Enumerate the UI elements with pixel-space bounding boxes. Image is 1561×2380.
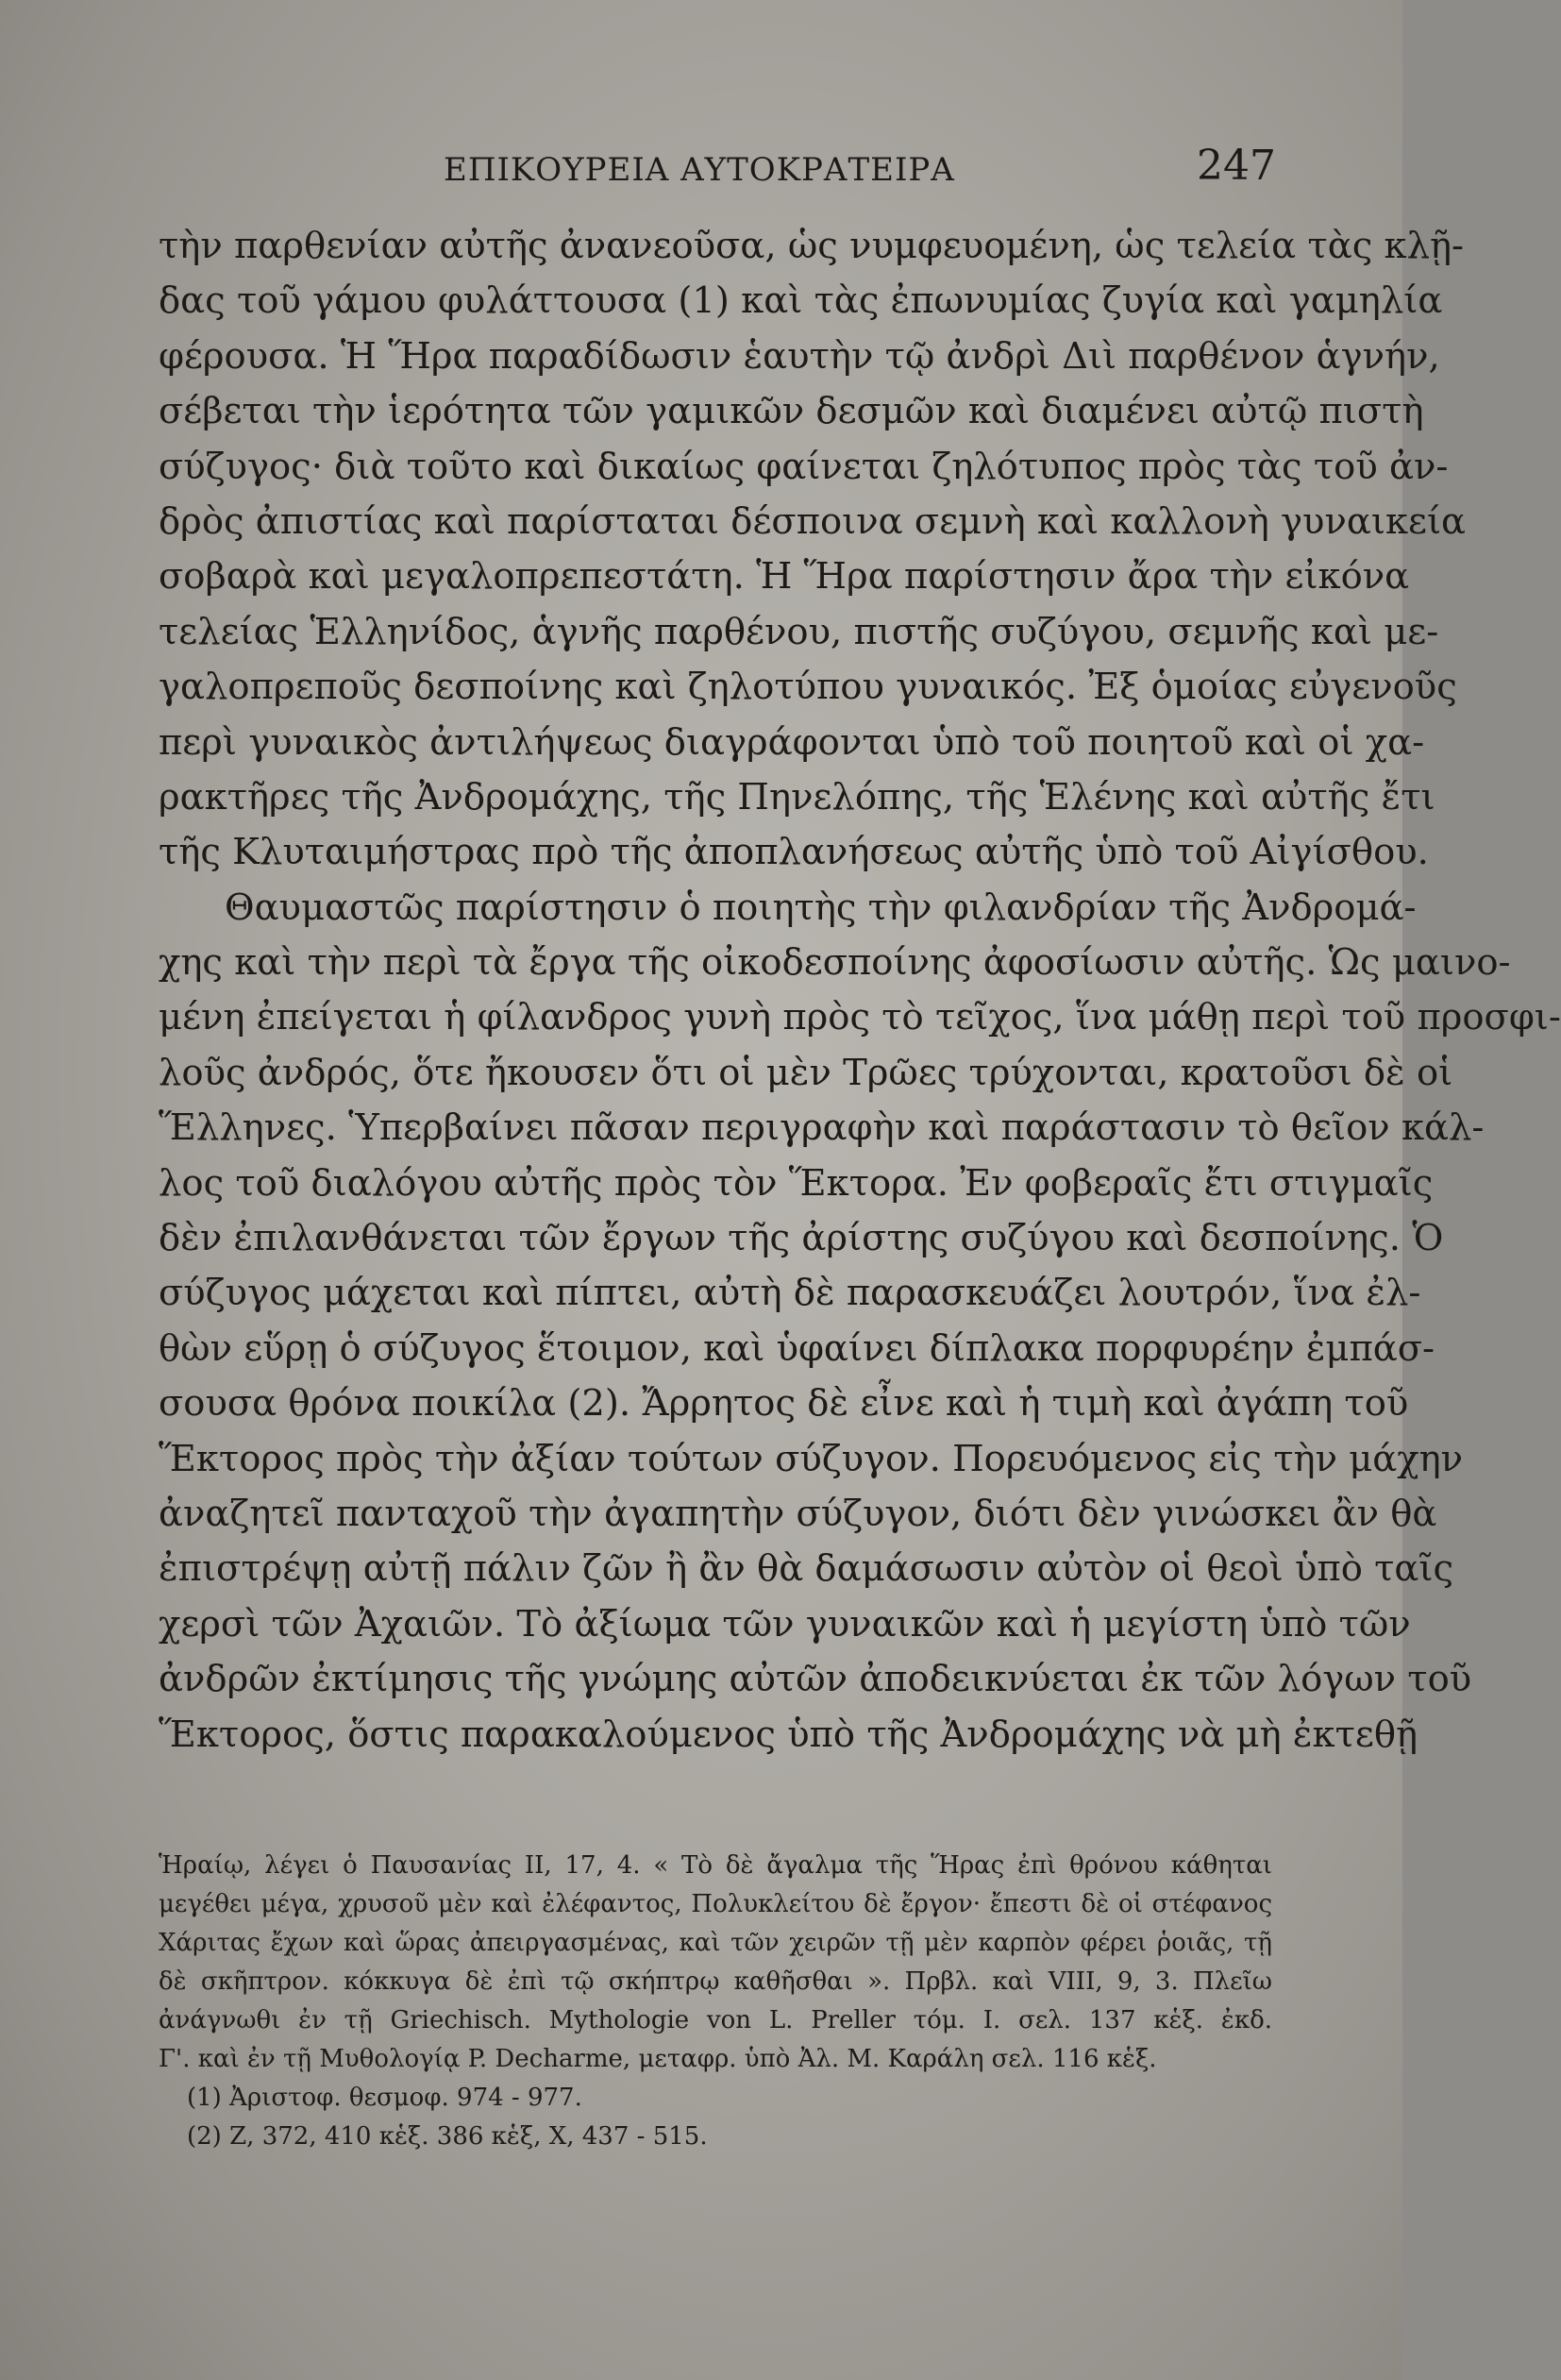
- main-text: [159, 219, 1561, 1763]
- running-head: ΕΠΙΚΟΥΡΕΙΑ ΑΥΤΟΚΡΑΤΕΙΡΑ: [444, 151, 955, 189]
- text-line: δας τοῦ γάμου φυλάττουσα (1) καὶ τὰς ἐπωνυμίας ζυγία καὶ γαμηλία: [159, 279, 1443, 323]
- footnote-line: δὲ σκῆπτρον. κόκκυγα δὲ ἐπὶ τῷ σκήπτρῳ καθῆσθαι ». Πρβλ. καὶ VIII, 9, 3. Πλεῖω: [159, 1967, 1272, 1996]
- text-line: λοῦς ἀνδρός, ὅτε ἤκουσεν ὅτι οἱ μὲν Τρῶες τρύχονται, κρατοῦσι δὲ οἱ: [159, 1051, 1453, 1094]
- text-line: σύζυγος μάχεται καὶ πίπτει, αὐτὴ δὲ παρασκευάζει λουτρόν, ἵνα ἐλ-: [159, 1272, 1421, 1315]
- footnotes: [159, 1847, 1272, 2156]
- text-line: θὼν εὕρῃ ὁ σύζυγος ἕτοιμον, καὶ ὑφαίνει δίπλακα πορφυρέην ἐμπάσ-: [159, 1326, 1435, 1370]
- text-line: δὲν ἐπιλανθάνεται τῶν ἔργων τῆς ἀρίστης συζύγου καὶ δεσποίνης. Ὁ: [159, 1217, 1444, 1260]
- footnote-line: Χάριτας ἔχων καὶ ὥρας ἀπειργασμένας, καὶ τῶν χειρῶν τῇ μὲν καρπὸν φέρει ῥοιᾶς, τῇ: [159, 1929, 1272, 1957]
- footnote-2: (2) Ζ, 372, 410 κἑξ. 386 κἑξ, Χ, 437 - 515.: [187, 2122, 708, 2151]
- text-line: Ἕκτορος, ὅστις παρακαλούμενος ὑπὸ τῆς Ἀνδρομάχης νὰ μὴ ἐκτεθῇ: [159, 1713, 1418, 1756]
- text-line: τὴν παρθενίαν αὐτῆς ἀνανεοῦσα, ὡς νυμφευομένη, ὡς τελεία τὰς κλῇ-: [159, 225, 1465, 267]
- text-line: χης καὶ τὴν περὶ τὰ ἔργα τῆς οἰκοδεσποίνης ἀφοσίωσιν αὐτῆς. Ὡς μαινο-: [159, 941, 1511, 985]
- text-line: σύζυγος· διὰ τοῦτο καὶ δικαίως φαίνεται ζηλότυπος πρὸς τὰς τοῦ ἀν-: [159, 445, 1449, 488]
- paragraph-start-line: Θαυμαστῶς παρίστησιν ὁ ποιητὴς τὴν φιλανδρίαν τῆς Ἀνδρομά-: [225, 886, 1417, 929]
- footnote-line: Γ'. καὶ ἐν τῇ Μυθολογίᾳ P. Decharme, μεταφρ. ὑπὸ Ἀλ. Μ. Καράλη σελ. 116 κἑξ.: [159, 2045, 1157, 2073]
- text-line: ρακτῆρες τῆς Ἀνδρομάχης, τῆς Πηνελόπης, τῆς Ἑλένης καὶ αὐτῆς ἔτι: [159, 775, 1435, 819]
- footnote-1: (1) Ἀριστοφ. θεσμοφ. 974 - 977.: [187, 2084, 582, 2112]
- text-line: γαλοπρεποῦς δεσποίνης καὶ ζηλοτύπου γυναικός. Ἐξ ὁμοίας εὐγενοῦς: [159, 666, 1457, 709]
- text-line: δρὸς ἀπιστίας καὶ παρίσταται δέσποινα σεμνὴ καὶ καλλονὴ γυναικεία: [159, 499, 1467, 543]
- text-line: φέρουσα. Ἡ Ἥρα παραδίδωσιν ἑαυτὴν τῷ ἀνδρὶ Διὶ παρθένον ἁγνήν,: [159, 334, 1440, 378]
- page-header: [0, 142, 1402, 198]
- text-line: ἀνδρῶν ἐκτίμησις τῆς γνώμης αὐτῶν ἀποδεικνύεται ἐκ τῶν λόγων τοῦ: [159, 1658, 1472, 1701]
- text-line: μένη ἐπείγεται ἡ φίλανδρος γυνὴ πρὸς τὸ τεῖχος, ἵνα μάθῃ περὶ τοῦ προσφι-: [159, 996, 1561, 1039]
- text-line: σέβεται τὴν ἱερότητα τῶν γαμικῶν δεσμῶν καὶ διαμένει αὐτῷ πιστὴ: [159, 390, 1424, 433]
- text-line: σοβαρὰ καὶ μεγαλοπρεπεστάτη. Ἡ Ἥρα παρίστησιν ἄρα τὴν εἰκόνα: [159, 555, 1410, 599]
- text-line: ἐπιστρέψῃ αὐτῇ πάλιν ζῶν ἢ ἂν θὰ δαμάσωσιν αὐτὸν οἱ θεοὶ ὑπὸ ταῖς: [159, 1547, 1454, 1591]
- text-line: Ἕκτορος πρὸς τὴν ἀξίαν τούτων σύζυγον. Πορευόμενος εἰς τὴν μάχην: [159, 1437, 1464, 1480]
- text-line: λος τοῦ διαλόγου αὐτῆς πρὸς τὸν Ἕκτορα. Ἐν φοβεραῖς ἔτι στιγμαῖς: [159, 1161, 1434, 1205]
- text-line: περὶ γυναικὸς ἀντιλήψεως διαγράφονται ὑπὸ τοῦ ποιητοῦ καὶ οἱ χα-: [159, 720, 1425, 764]
- text-line: χερσὶ τῶν Ἀχαιῶν. Τὸ ἀξίωμα τῶν γυναικῶν καὶ ἡ μεγίστη ὑπὸ τῶν: [159, 1602, 1411, 1646]
- text-line: Ἕλληνες. Ὑπερβαίνει πᾶσαν περιγραφὴν καὶ παράστασιν τὸ θεῖον κάλ-: [159, 1106, 1485, 1150]
- footnote-line: μεγέθει μέγα, χρυσοῦ μὲν καὶ ἐλέφαντος, Πολυκλείτου δὲ ἔργον· ἔπεστι δὲ οἱ στέφανος: [159, 1890, 1272, 1918]
- footnote-line: Ἡραίῳ, λέγει ὁ Παυσανίας II, 17, 4. « Τὸ δὲ ἄγαλμα τῆς Ἥρας ἐπὶ θρόνου κάθηται: [159, 1851, 1272, 1880]
- page-number: 247: [1197, 142, 1276, 190]
- text-line: τῆς Κλυταιμήστρας πρὸ τῆς ἀποπλανήσεως αὐτῆς ὑπὸ τοῦ Αἰγίσθου.: [159, 831, 1429, 874]
- text-line: τελείας Ἑλληνίδος, ἁγνῆς παρθένου, πιστῆς συζύγου, σεμνῆς καὶ με-: [159, 610, 1439, 653]
- footnote-line: ἀνάγνωθι ἐν τῇ Griechisch. Mythologie von L. Preller τόμ. I. σελ. 137 κἑξ. ἐκδ.: [159, 2006, 1272, 2034]
- text-line: σουσα θρόνα ποικίλα (2). Ἄρρητος δὲ εἶνε καὶ ἡ τιμὴ καὶ ἀγάπη τοῦ: [159, 1382, 1409, 1426]
- text-line: ἀναζητεῖ πανταχοῦ τὴν ἀγαπητὴν σύζυγον, διότι δὲν γινώσκει ἂν θὰ: [159, 1492, 1437, 1535]
